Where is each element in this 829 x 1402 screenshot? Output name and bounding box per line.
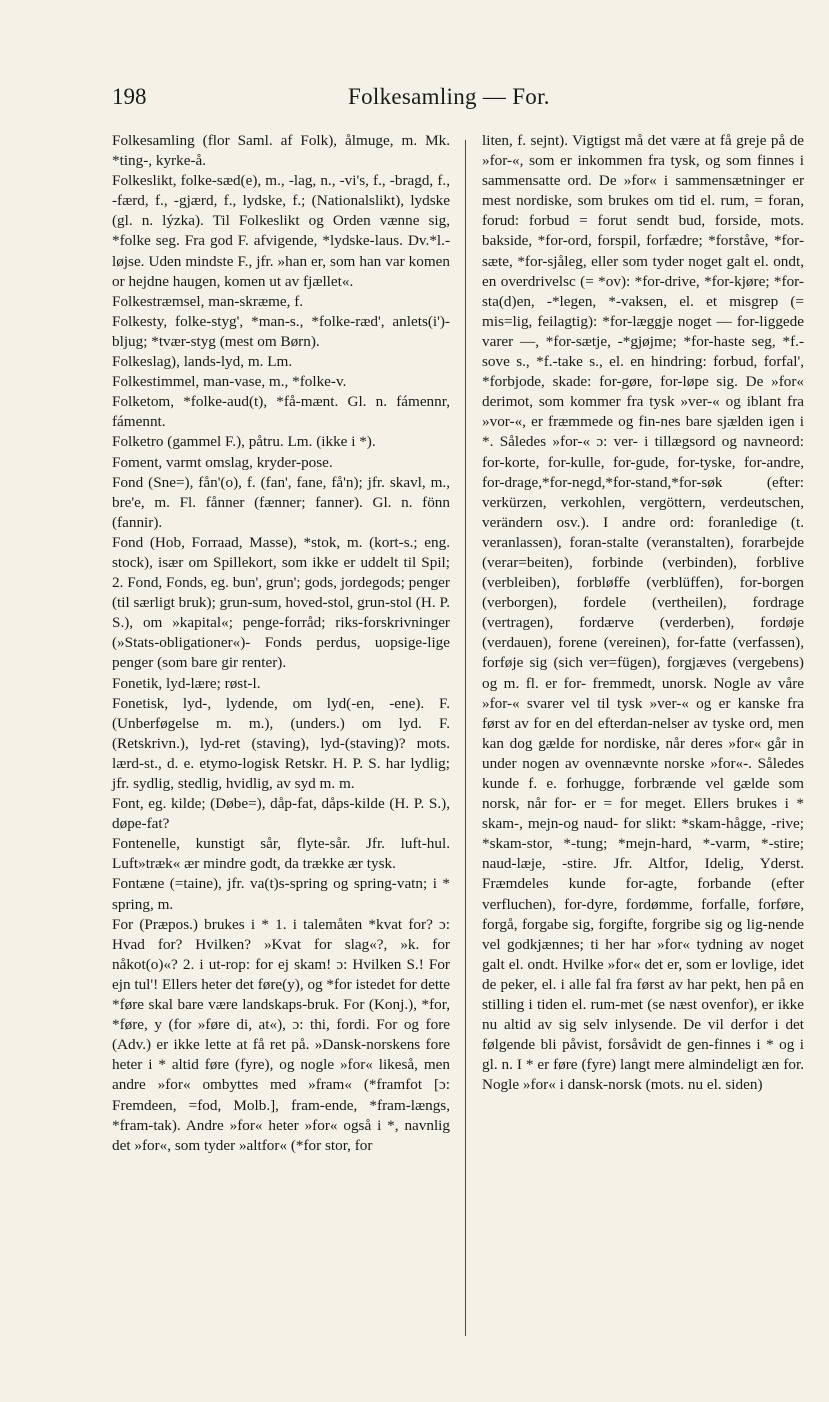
entry-paragraph: For (Præpos.) brukes i * 1. i talemåten *kvat for? ɔ: Hvad for? Hvilken? »Kvat for slag«?, »k. for nåkot(o)«? 2. i ut-rop: for ej skam! ɔ: Hvilken S.! For ejn tul'! Ellers heter det føre(y), og *for istedet for dette *føre skal bare være landskaps-bruk. For (Konj.), *for, *føre, y (for »føre di, at«), ɔ: thi, fordi. For og fore (Adv.) er ikke lette at få ret på. »Dansk-norskens fore heter i * altid føre (fyre), og nogle »for« likeså, men andre »for« ombyttes med »fram« (*framfot [ɔ: Fremdeen, =fod, Molb.], fram-ende, *fram-længs, *fram-tak). Andre »for« heter »for« også i *, navnlig det »for«, som tyder »altfor« (*for stor, for	[112, 915, 450, 1154]
entry-paragraph: Folkeslag), lands-lyd, m. Lm.	[112, 353, 293, 371]
entry-paragraph: Fond (Hob, Forraad, Masse), *stok, m. (kort-s.; eng. stock), især om Spillekort, som ikke er uddelt til Spil; 2. Fond, Fonds, eg. bun', grun'; gods, jordegods; penger (til særligt bruk); grun-sum, hoved-stol, grun-stol (H. P. S.), om »kapital«; penge-forråd; riks-forskrivninger (»Stats-obligationer«)- Fonds perdus, uopsige-lige penger (som bare gir renter).	[112, 533, 450, 672]
entry-paragraph: Font, eg. kilde; (Døbe=), dåp-fat, dåps-kilde (H. P. S.), døpe-fat?	[112, 795, 450, 833]
page-header	[112, 84, 722, 118]
entry-paragraph: Folkesty, folke-styg', *man-s., *folke-ræd', anlets(i')-bljug; *tvær-styg (mest om Børn).	[112, 312, 450, 350]
entry-paragraph: Folkestræmsel, man-skræme, f.	[112, 292, 304, 310]
entry-paragraph: Folkeslikt, folke-sæd(e), m., -lag, n., -vi's, f., -bragd, f., -færd, f., -gjærd, f., lydske, f.; (Nationalslikt), lydske (gl. n. lýzka). Til Folkeslikt og Orden vænne sig, *folke seg. Fra god F. afvigende, *lydske-laus. Dv.*l.-løjse. Uden mindste F., jfr. »han er, som han var komen or hejdne haugen, komen ut av fjællet«.	[112, 172, 450, 290]
page-number: 198	[112, 84, 147, 109]
column-divider	[465, 140, 466, 1336]
entry-paragraph: Fontenelle, kunstigt sår, flyte-sår. Jfr. luft-hul. Luft»træk« ær mindre godt, da trække ær tysk.	[112, 835, 450, 873]
entry-paragraph: Folketom, *folke-aud(t), *få-mænt. Gl. n. fámennr, fámennt.	[112, 393, 450, 431]
entry-paragraph: Fonetisk, lyd-, lydende, om lyd(-en, -ene). F. (Unberføgelse m. m.), (unders.) om lyd. F. (Retskrivn.), lyd-ret (staving), lyd-(staving)? mots. lærd-st., d. e. etymo-logisk Retskr. H. P. S. har lydlig; jfr. sydlig, stedlig, hvidlig, av syd m. m.	[112, 694, 450, 792]
entry-paragraph: Foment, varmt omslag, kryder-pose.	[112, 453, 333, 471]
entry-paragraph: Folkestimmel, man-vase, m., *folke-v.	[112, 373, 347, 391]
right-column	[482, 131, 804, 1096]
entry-paragraph: liten, f. sejnt). Vigtigst må det være at få greje på de »for-«, som er inkommen fra tysk, og som finnes i sammensatte ord. De »for« i sammensætninger er mest nordiske, som brukes om tid el. rum, = foran, forud: forbud = forut sendt bud, forside, mots. bakside, *for-ord, forspil, forfædre; *forståve, *for-sæte, *for-sjåleg, eller som tyder noget galt el. ondt, en overdrivelsc (= *ov): *for-drive, *for-kjøre; *for-sta(d)en, -*legen, *-vaksen, el. et misgrep (= mis=lig, feilagtig): *for-læggje noget — for-liggede varer —, *for-sætje, -*gjøjme; *for-haste seg, *f.-sove s., *f.-take s., el. en hindring: forbud, forfal', *forbjode, skade: for-gøre, for-løpe sig. De »for« derimot, som kommer fra tysk »ver-« og iblant fra »vor-«, er fræmmede og fin-nes bare sjælden igen i *. Således »for-« ɔ: ver- i tillægsord og navneord: for-korte, for-kulle, for-gude, for-tyske, for-andre, for-drage,*for-negd,*for-stand,*for-søk (efter: verkürzen, verkohlen, vergöttern, verdeutschen, verändern osv.). I andre ord: foranledige (t. veranlassen), foran-stalte (veranstalten), forarbejde (verar=beiten), forbinde (verbinden), forblive (verbleiben), forbløffe (verblüffen), for-borgen (verborgen), fordele (vertheilen), fordrage (vertragen), fordærve (verderben), fordøje (verdauen), forene (vereinen), for-fatte (verfassen), forføje sig (sich ver=fügen), forgjæves (vergebens) og m. fl. er for- fremmedt, unorsk. Nogle av våre »for-« svarer vel til tysk »ver-« og er kanske fra først av for en del efterdan-nelser av tyske ord, men kan dog gælde for nordiske, når deres »for« går in under nogen av ovennævnte norske »for«-. Således kunde f. e. forhugge, forbrænde vel gælde som norsk, når for- er = for meget. Ellers brukes i * skam-, mejn-og naud- for slikt: *skam-hågge, -rive; *skam-stor, *-tung; *mejn-hard, *-varm, *-stire; naud-læje, -stire. Jfr. Altfor, Idelig, Yderst. Fræmdeles kunde for-agte, forbande (efter verfluchen), for-dyre, fordømme, forfalle, forføre, forgå, forgabe sig, forgifte, forgribe sig og lig-nende vel godkjænnes; ti her har »for« tydning av noget galt el. ondt. Hvilke »for« det er, som er lovlige, idet de peker, el. i alle fal fra først av har pekt, hen på en stilling i tiden el. rum-met (se næst ovenfor), er ikke nu altid av sig selv inlysende. De vil derfor i det følgende bli påvist, forsåvidt de gen-finnes i * og i gl. n. I * er føre (fyre) langt mere almindeligt æn for. Nogle »for« i dansk-norsk (mots. nu el. siden)	[482, 132, 804, 1094]
entry-paragraph: Folkesamling (flor Saml. af Folk), ålmuge, m. Mk. *ting-, kyrke-å.	[112, 132, 450, 170]
entry-paragraph: Fonetik, lyd-lære; røst-l.	[112, 674, 261, 692]
entry-paragraph: Fond (Sne=), fån'(o), f. (fan', fane, få'n); jfr. skavl, m., bre'e, m. Fl. fånner (fænner; fanner). Gl. n. fönn (fannir).	[112, 473, 450, 531]
entry-paragraph: Folketro (gammel F.), påtru. Lm. (ikke i *).	[112, 433, 376, 451]
entry-paragraph: Fontæne (=taine), jfr. va(t)s-spring og spring-vatn; i * spring, m.	[112, 875, 450, 913]
left-column	[112, 131, 450, 1156]
running-title: Folkesamling — For.	[348, 84, 550, 109]
